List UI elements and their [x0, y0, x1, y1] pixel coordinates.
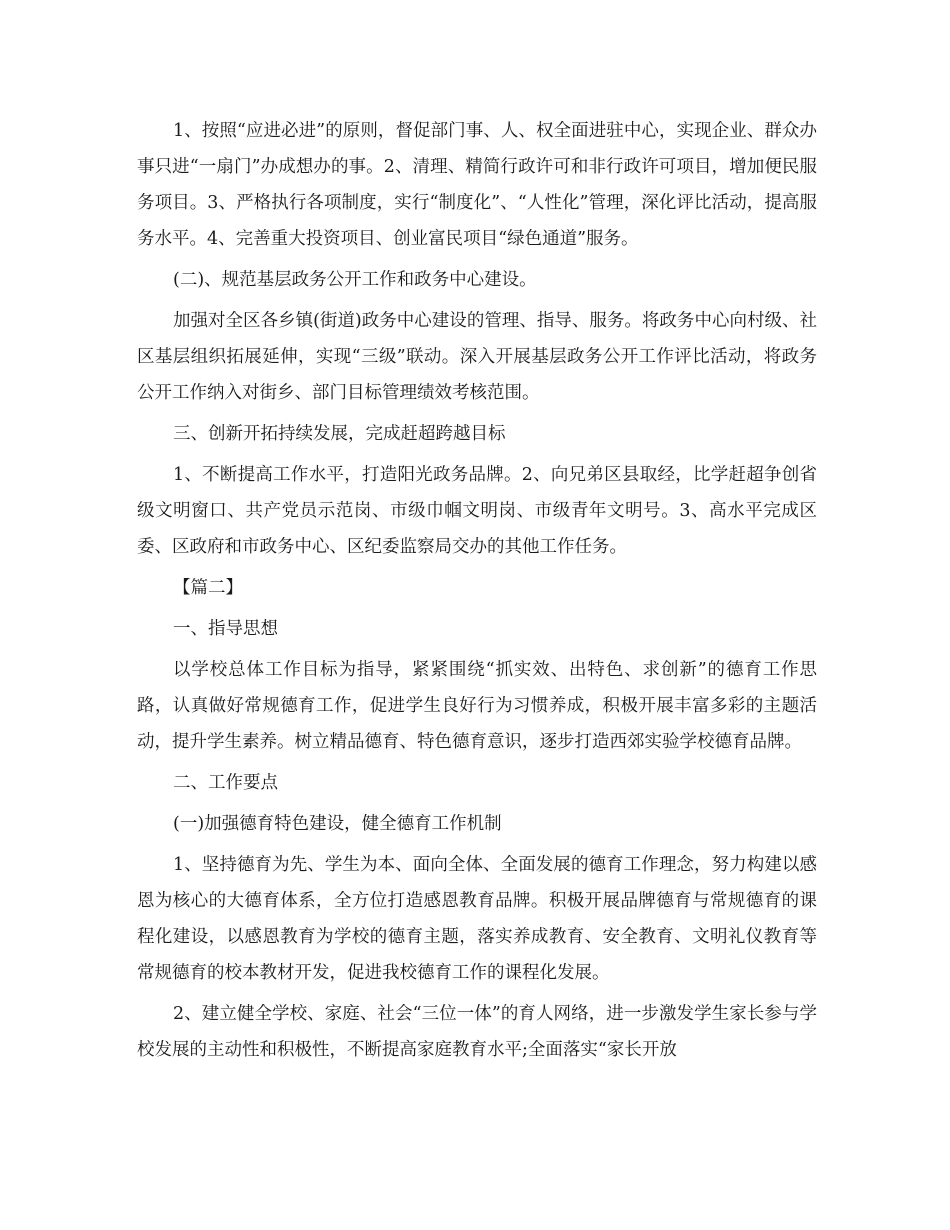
paragraph-7: 一、指导思想	[173, 619, 278, 639]
section-title: 【篇二】	[173, 578, 243, 598]
paragraph-5: 1、不断提高工作水平，打造阳光政务品牌。2、向兄弟区县取经，比学赶超争创省级文明窗口、共产党员示范岗、市级巾帼文明岗、市级青年文明号。3、高水平完成区委、区政府和市政务中心、区纪委监察局交办的其他工作任务。	[137, 465, 817, 557]
paragraph-8: 以学校总体工作目标为指导，紧紧围绕“抓实效、出特色、求创新”的德育工作思路，认真做好常规德育工作，促进学生良好行为习惯养成，积极开展丰富多彩的主题活动，提升学生素养。树立精品德育、特色德育意识，逐步打造西郊实验学校德育品牌。	[137, 660, 817, 752]
paragraph-12: 2、建立健全学校、家庭、社会“三位一体”的育人网络，进一步激发学生家长参与学校发展的主动性和积极性，不断提高家庭教育水平;全面落实“家长开放	[137, 1004, 817, 1060]
paragraph-10: (一)加强德育特色建设，健全德育工作机制	[173, 814, 502, 834]
paragraph-9: 二、工作要点	[173, 773, 278, 793]
paragraph-2: (二)、规范基层政务公开工作和政务中心建设。	[173, 270, 537, 290]
document-body	[137, 113, 817, 1073]
paragraph-1: 1、按照“应进必进”的原则，督促部门事、人、权全面进驻中心，实现企业、群众办事只进“一扇门”办成想办的事。2、清理、精简行政许可和非行政许可项目，增加便民服务项目。3、严格执行各项制度，实行“制度化”、“人性化”管理，深化评比活动，提高服务水平。4、完善重大投资项目、创业富民项目“绿色通道”服务。	[137, 121, 817, 249]
paragraph-11: 1、坚持德育为先、学生为本、面向全体、全面发展的德育工作理念，努力构建以感恩为核心的大德育体系，全方位打造感恩教育品牌。积极开展品牌德育与常规德育的课程化建设，以感恩教育为学校的德育主题，落实养成教育、安全教育、文明礼仪教育等常规德育的校本教材开发，促进我校德育工作的课程化发展。	[137, 855, 817, 983]
paragraph-4: 三、创新开拓持续发展，完成赶超跨越目标	[173, 424, 506, 444]
paragraph-3: 加强对全区各乡镇(街道)政务中心建设的管理、指导、服务。将政务中心向村级、社区基层组织拓展延伸，实现“三级”联动。深入开展基层政务公开工作评比活动，将政务公开工作纳入对街乡、部门目标管理绩效考核范围。	[137, 311, 817, 403]
